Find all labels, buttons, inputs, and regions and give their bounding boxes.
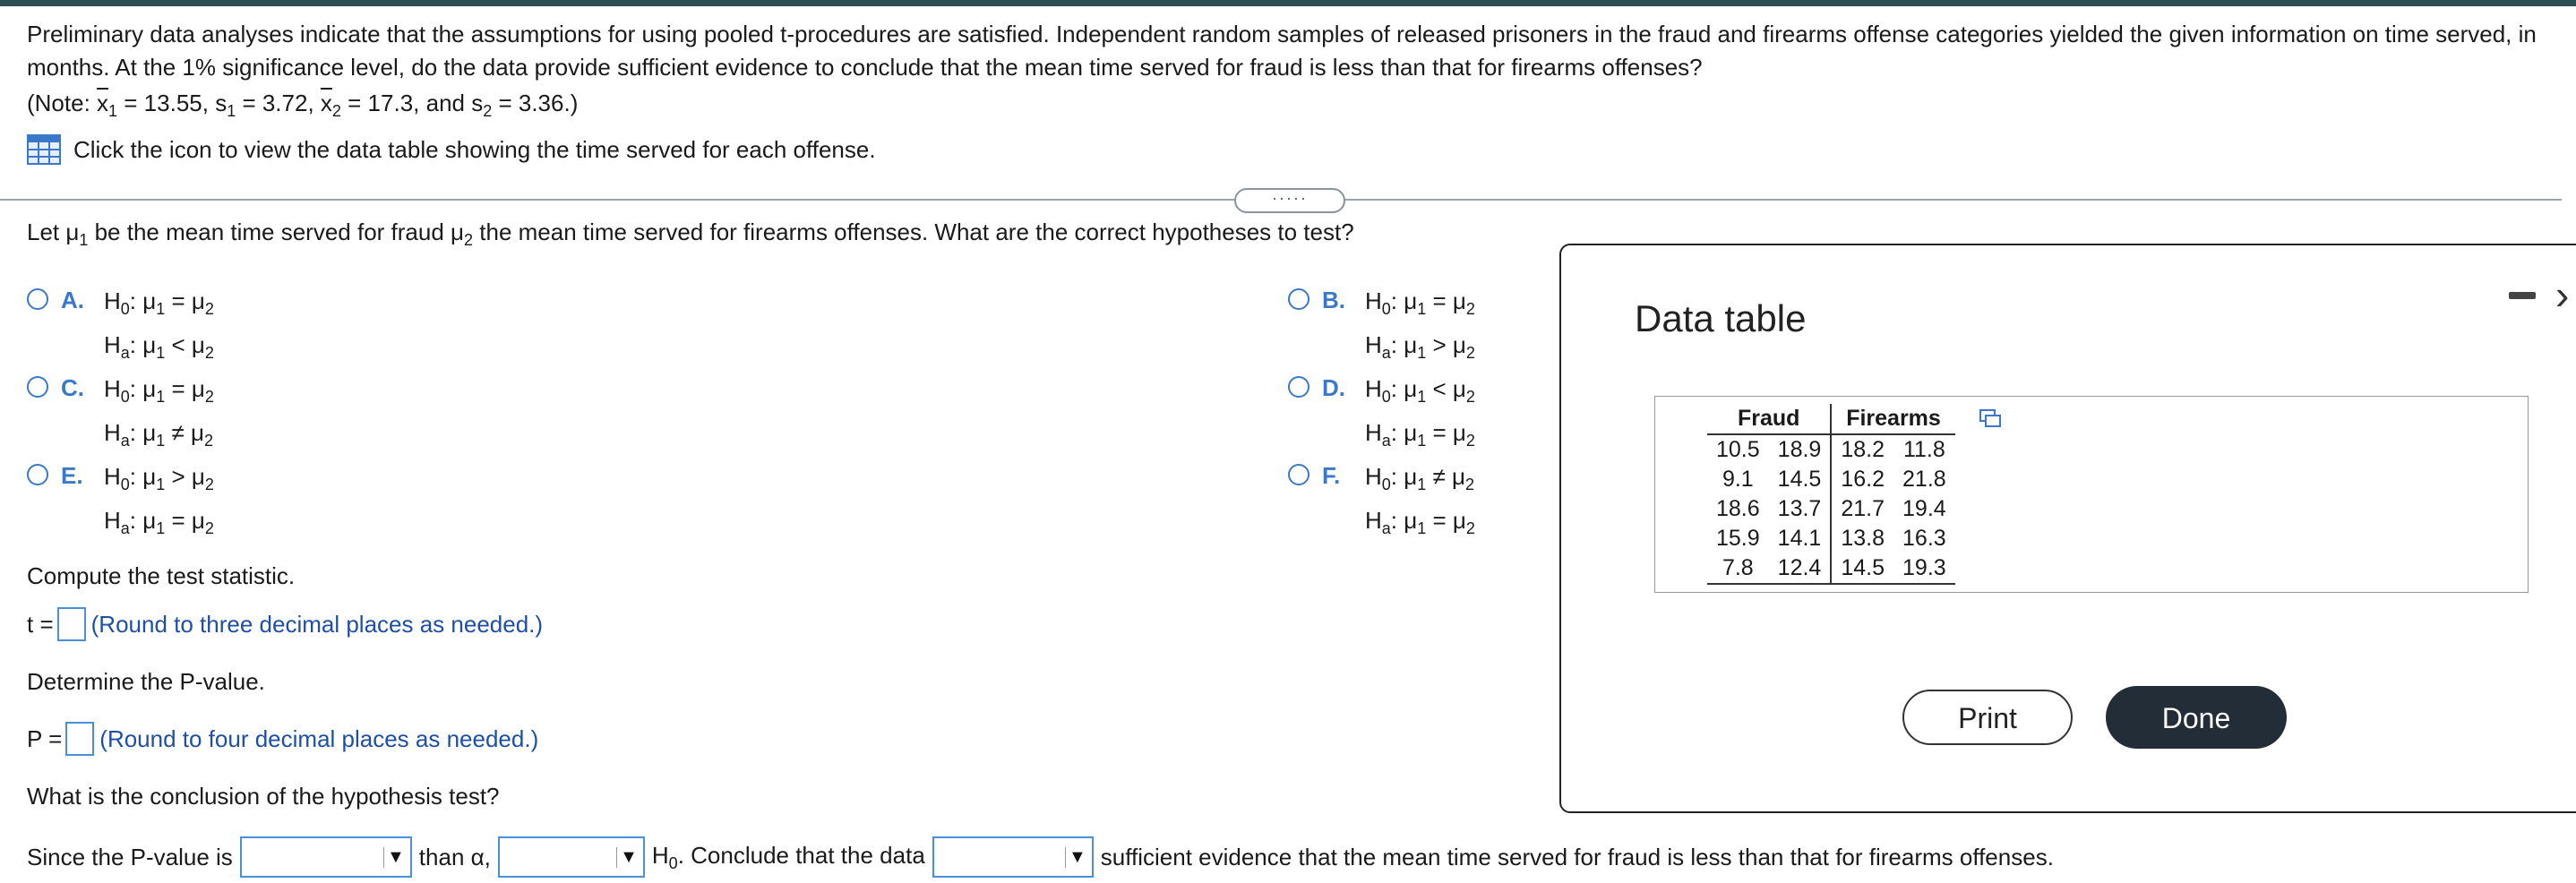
- table-cell: 14.1: [1769, 524, 1832, 553]
- table-cell: 21.7: [1841, 496, 1885, 521]
- table-row: [1707, 553, 1955, 584]
- view-data-table-link[interactable]: [27, 134, 876, 165]
- table-cell: 12.4: [1769, 553, 1832, 584]
- conclusion-text-1: Since the P-value is: [27, 843, 233, 870]
- table-header-row: [1707, 404, 1955, 434]
- test-stat-heading: Compute the test statistic.: [27, 562, 296, 589]
- top-accent-bar: [0, 0, 2576, 6]
- pvalue-comparison-select[interactable]: [240, 836, 412, 878]
- test-stat-row: [27, 607, 543, 641]
- table-cell: 10.5: [1716, 437, 1760, 462]
- test-stat-label: t =: [27, 610, 54, 638]
- option-b[interactable]: [1288, 283, 1475, 371]
- option-e-hypotheses: $H_0$: $\mu_1 > \mu_2$ $H_a$: $\mu_1 = \mu_2$: [104, 463, 214, 537]
- option-a-letter: A.: [61, 287, 84, 313]
- table-cell: 18.6: [1716, 496, 1760, 521]
- conclusion-text-2: than α,: [418, 843, 491, 870]
- table-row: [1707, 434, 1955, 465]
- print-button[interactable]: Print: [1902, 690, 2073, 745]
- table-cell: 13.7: [1769, 494, 1832, 524]
- table-cell: 21.8: [1902, 467, 1946, 492]
- table-cell: 19.4: [1902, 496, 1946, 521]
- evidence-select[interactable]: [932, 836, 1094, 878]
- view-data-table-text[interactable]: Click the icon to view the data table showing the time served for each offense.: [73, 135, 876, 163]
- p-value-input[interactable]: [65, 722, 94, 756]
- option-d-letter: D.: [1322, 374, 1345, 401]
- option-e-letter: E.: [61, 462, 83, 489]
- table-row: [1707, 465, 1955, 494]
- table-cell: 9.1: [1722, 467, 1754, 492]
- option-c-letter: C.: [61, 374, 84, 401]
- option-d-hypotheses: $H_0$: $\mu_1 < \mu_2$ $H_a$: $\mu_1 = \mu_2$: [1365, 375, 1475, 450]
- option-f-radio[interactable]: [1288, 464, 1309, 485]
- pvalue-hint: (Round to four decimal places as needed.): [99, 724, 539, 752]
- summary-stats-note: (Note: $\overline{x}_1 = 13.55$, $s_1 = 3.72$, $\overline{x}_2 = 17.3$, and $s_2 = 3.36$.): [27, 90, 579, 120]
- conclusion-heading: What is the conclusion of the hypothesis test?: [27, 783, 500, 810]
- option-b-radio[interactable]: [1288, 288, 1309, 310]
- pvalue-label: P =: [27, 724, 63, 752]
- option-e-radio[interactable]: [27, 464, 48, 485]
- option-b-letter: B.: [1322, 287, 1345, 313]
- hypotheses-question: Let $\mu_1$ be the mean time served for fraud $\mu_2$ the mean time served for firearms offenses. What are the correct hypotheses to test?: [27, 219, 1354, 249]
- pvalue-heading: Determine the P-value.: [27, 668, 265, 695]
- option-f-hypotheses: $H_0$: $\mu_1 \ne \mu_2$ $H_a$: $\mu_1 = \mu_2$: [1365, 463, 1475, 537]
- dropdown-arrow-icon: ▼: [1065, 847, 1086, 868]
- option-b-hypotheses: $H_0$: $\mu_1 = \mu_2$ $H_a$: $\mu_1 > \mu_2$: [1365, 287, 1475, 362]
- option-e[interactable]: [27, 459, 214, 546]
- conclusion-text-4: sufficient evidence that the mean time served for fraud is less than that for firearms offenses.: [1100, 843, 2054, 870]
- option-a-hypotheses: $H_0$: $\mu_1 = \mu_2$ $H_a$: $\mu_1 < \mu_2$: [104, 287, 214, 362]
- conclusion-row: [27, 836, 2054, 878]
- dropdown-arrow-icon: ▼: [383, 847, 405, 868]
- option-c[interactable]: [27, 371, 214, 459]
- table-cell: 18.2: [1841, 437, 1885, 462]
- h0-decision-select[interactable]: [498, 836, 645, 878]
- option-a[interactable]: [27, 283, 214, 371]
- table-cell: 7.8: [1707, 553, 1769, 584]
- table-cell: 16.3: [1902, 526, 1946, 551]
- option-c-radio[interactable]: [27, 376, 48, 398]
- conclusion-text-3: $H_0$. Conclude that the data: [651, 841, 925, 872]
- copy-icon[interactable]: [1979, 409, 2001, 427]
- option-d-radio[interactable]: [1288, 376, 1309, 398]
- dropdown-arrow-icon: ▼: [616, 847, 638, 868]
- table-row: [1707, 524, 1955, 553]
- table-cell: 14.5: [1769, 465, 1832, 494]
- t-value-input[interactable]: [57, 607, 86, 641]
- option-c-hypotheses: $H_0$: $\mu_1 = \mu_2$ $H_a$: $\mu_1 \ne \mu_2$: [104, 375, 214, 450]
- table-cell: 16.2: [1841, 467, 1885, 492]
- table-cell: 18.9: [1769, 434, 1832, 465]
- test-stat-hint: (Round to three decimal places as needed.): [90, 610, 544, 638]
- problem-statement: Preliminary data analyses indicate that the assumptions for using pooled t-procedures are satisfied. Independent random samples of released prisoners in the fraud and firearms offense categories yielded the given information on time served, in months. At the 1% significance level, do the data provide sufficient evidence to conclude that the mean time served for fraud is less than that for firearms offenses?: [27, 21, 2537, 81]
- minimize-icon[interactable]: [2509, 292, 2536, 299]
- data-table-frame: [1654, 396, 2529, 593]
- table-cell: 15.9: [1716, 526, 1760, 551]
- grid-table-icon[interactable]: [27, 134, 61, 165]
- dialog-title: Data table: [1635, 297, 1807, 339]
- table-cell: 11.8: [1902, 437, 1945, 462]
- data-table-dialog: [1559, 244, 2576, 813]
- fraud-header: Fraud: [1707, 404, 1831, 434]
- chevron-right-icon[interactable]: ›: [2555, 271, 2570, 318]
- option-f-letter: F.: [1322, 462, 1341, 489]
- firearms-header: Firearms: [1831, 404, 1954, 434]
- table-cell: 13.8: [1841, 526, 1885, 551]
- option-a-radio[interactable]: [27, 288, 48, 310]
- done-button[interactable]: Done: [2106, 686, 2287, 749]
- option-d[interactable]: [1288, 371, 1475, 459]
- option-f[interactable]: [1288, 459, 1475, 546]
- divider-drag-handle[interactable]: ·····: [1234, 188, 1345, 213]
- table-cell: 14.5: [1831, 553, 1893, 584]
- pvalue-row: [27, 722, 538, 756]
- table-row: [1707, 494, 1955, 524]
- time-served-table: [1707, 404, 1955, 585]
- table-cell: 19.3: [1893, 553, 1955, 584]
